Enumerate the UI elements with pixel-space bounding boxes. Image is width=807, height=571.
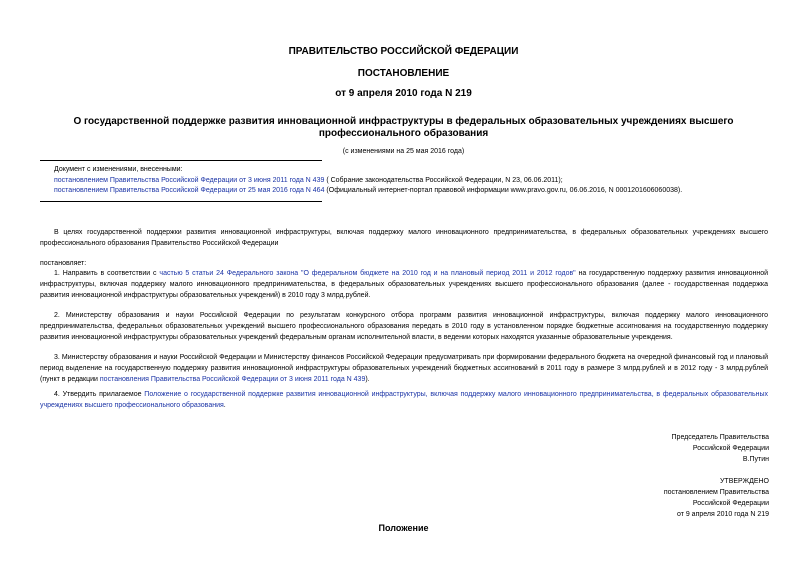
approval-line-2: постановлением Правительства [663,489,769,496]
paragraph-1-text-b: на государственную поддержку развития инновационной инфраструктуры, включая поддержку малого инновационного предпринимательства, в федеральных образовательных учреждениях высшего профессионального образования (далее - государственная поддержка развития инновационной инфраструктуры образовательных учреждений) в 2010 году 3 млрд.рублей. [40,270,769,299]
amendments-bottom-divider [40,201,322,202]
intro-paragraph: В целях государственной поддержки развития инновационной инфраструктуры, включая поддержку малого инновационного предпринимательства, в федеральных образовательных учреждениях высшего профессионального образования Правительство Российской Федерации [40,229,768,247]
signature-line-1: Председатель Правительства [671,434,769,441]
amendment-link-1[interactable]: постановлением Правительства Российской Федерации от 3 июня 2011 года N 439 [54,177,325,184]
paragraph-3 [40,352,768,385]
amendments-top-divider [40,160,322,161]
signature-line-3: В.Путин [742,456,769,463]
regulation-heading: Положение [378,523,429,533]
amendment-item-2 [54,185,774,196]
paragraph-3-text-a: 3. Министерству образования и науки Российской Федерации и Министерству финансов Российской Федерации предусматривать при формировании федерального бюджета на очередной финансовый год и плановый период выделение на государственную поддержку развития инновационной инфраструктуры образовательных учреждений бюджетных ассигнований в 2011 году в размере 3 млрд.рублей и в 2012 году - 3 млрд.рублей (пункт в редакции [40,354,768,383]
paragraph-4 [40,389,768,411]
approval-line-4: от 9 апреля 2010 года N 219 [676,511,769,518]
paragraph-1 [40,268,768,301]
federal-law-link[interactable]: частью 5 статьи 24 Федерального закона "О федеральном бюджете на 2010 год и на плановый период 2011 и 2012 годов" [159,270,576,277]
government-heading: ПРАВИТЕЛЬСТВО РОССИЙСКОЙ ФЕДЕРАЦИИ [288,46,519,57]
approval-block [664,476,769,520]
amendment-text-2: (Официальный интернет-портал правовой информации www.pravo.gov.ru, 06.06.2016, N 0001201606060038). [324,187,683,194]
date-number-heading: от 9 апреля 2010 года N 219 [335,88,472,99]
paragraph-3-text-b: ). [365,376,370,383]
revision-note: (с изменениями на 25 мая 2016 года) [342,148,465,155]
amendment-link-2[interactable]: постановлением Правительства Российской Федерации от 25 мая 2016 года N 464 [54,187,325,194]
paragraph-2: 2. Министерству образования и науки Российской Федерации по результатам конкурсного отбора программ развития инновационной инфраструктуры, включая поддержку малого инновационного предпринимательства, федеральных образовательных учреждений высшего профессионального образования передать в 2010 году в установленном порядке бюджетные ассигнования на государственную поддержку развития инновационной инфраструктуры образовательных учреждений федеральным органам исполнительной власти, в ведении которых находятся указанные образовательные учреждения. [40,312,768,341]
regulation-link[interactable]: Положение о государственной поддержке развития инновационной инфраструктуры, включая поддержку малого инновационного предпринимательства, в федеральных образовательных учреждениях высшего профессионального образования [40,391,768,409]
paragraph-4-text-b: . [223,402,226,409]
resolution-439-link[interactable]: постановления Правительства Российской Федерации от 3 июня 2011 года N 439 [99,376,366,383]
signature-line-2: Российской Федерации [692,445,769,452]
paragraph-4-text-a: 4. Утвердить прилагаемое [54,391,145,398]
document-title: О государственной поддержке развития инновационной инфраструктуры в федеральных образовательных учреждениях высшего профессионального образования [73,116,734,139]
paragraph-1-text-a: 1. Направить в соответствии с [54,270,160,277]
signature-block [672,432,769,465]
resolves-line: постановляет: [40,260,87,267]
approval-line-3: Российской Федерации [692,500,769,507]
amendments-intro: Документ с изменениями, внесенными: [54,166,183,173]
amendment-text-1: ( Собрание законодательства Российской Федерации, N 23, 06.06.2011); [324,177,563,184]
approval-line-1: УТВЕРЖДЕНО [719,478,769,485]
doc-type-heading: ПОСТАНОВЛЕНИЕ [357,68,450,79]
